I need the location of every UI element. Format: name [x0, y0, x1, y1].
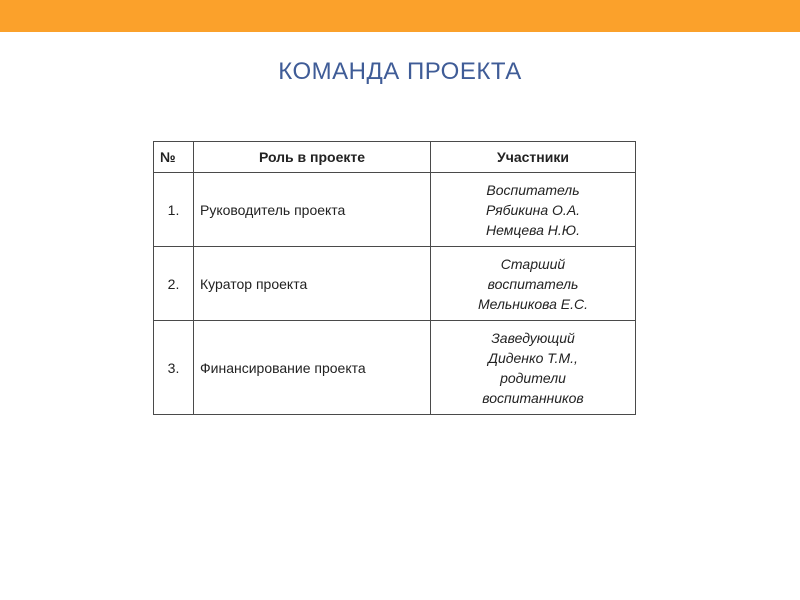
header-role: Роль в проекте: [194, 142, 431, 173]
header-number: №: [154, 142, 194, 173]
table-row: [154, 173, 636, 247]
project-team-table: [153, 141, 636, 415]
member-line: Мельникова Е.С.: [477, 295, 589, 312]
row-role: Руководитель проекта: [194, 173, 431, 247]
slide-title: КОМАНДА ПРОЕКТА: [278, 58, 522, 85]
row-number: 1.: [154, 173, 194, 247]
row-members: [431, 247, 636, 321]
member-line: Немцева Н.Ю.: [485, 221, 580, 238]
member-line: Заведующий: [491, 329, 575, 346]
member-line: воспитанников: [482, 389, 584, 406]
row-role: Куратор проекта: [194, 247, 431, 321]
member-line: Диденко Т.М.,: [488, 349, 578, 366]
row-members: [431, 173, 636, 247]
member-line: Рябикина О.А.: [485, 201, 581, 218]
table-header-row: [154, 142, 636, 173]
row-members: [431, 321, 636, 415]
member-line: воспитатель: [487, 275, 579, 292]
member-line: Воспитатель: [486, 181, 580, 198]
row-role: Финансирование проекта: [194, 321, 431, 415]
member-line: Старший: [500, 255, 566, 272]
table-row: [154, 321, 636, 415]
member-line: родители: [500, 369, 566, 386]
row-number: 2.: [154, 247, 194, 321]
top-accent-bar: [0, 0, 800, 32]
table-row: [154, 247, 636, 321]
header-members: Участники: [431, 142, 636, 173]
row-number: 3.: [154, 321, 194, 415]
